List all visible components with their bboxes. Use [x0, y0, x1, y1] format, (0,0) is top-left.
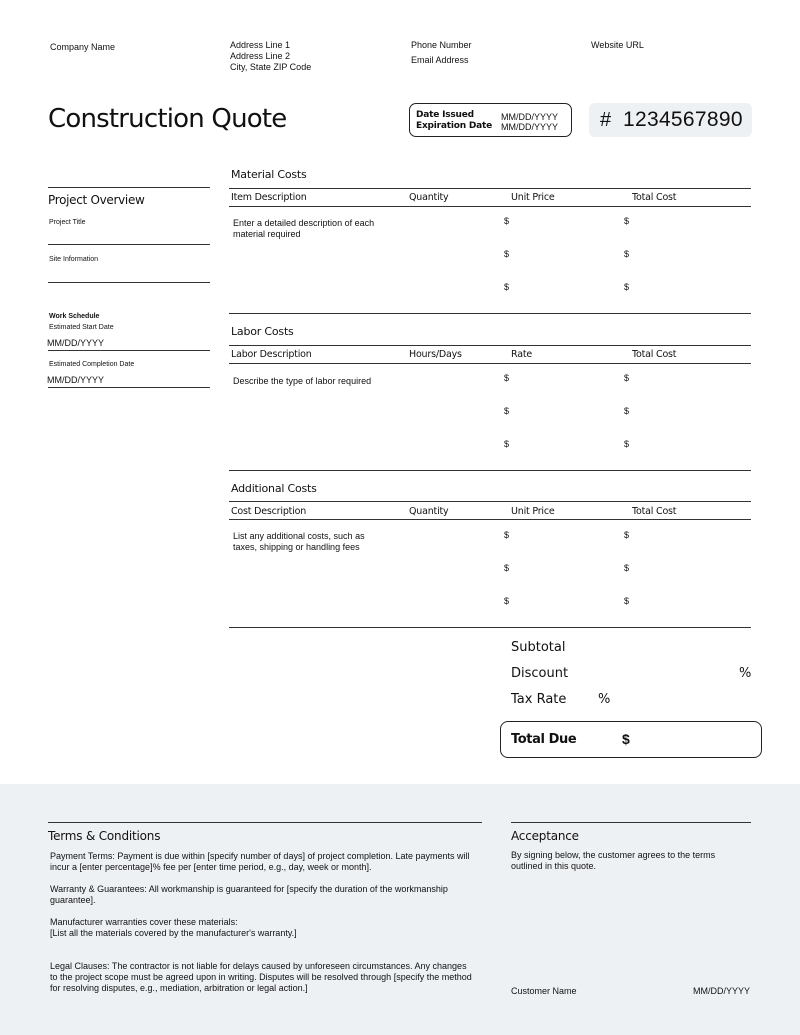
- divider: [229, 188, 751, 189]
- divider: [48, 822, 482, 823]
- quote-number[interactable]: 1234567890: [623, 108, 743, 131]
- tax-rate-label: Tax Rate: [511, 692, 567, 707]
- company-name: Company Name: [50, 42, 116, 52]
- divider: [48, 350, 210, 351]
- additional-col-total-cost: Total Cost: [632, 506, 677, 517]
- legal-clauses: Legal Clauses: The contractor is not liable for delays caused by unforeseen circumstances. Any changes to the project scope must be agreed upon in writing. Disputes will be resolved through [specify the method for resolving disputes, e.g., mediation, arbitration or legal action.]: [50, 961, 472, 993]
- quote-number-box: [589, 103, 752, 137]
- discount-label: Discount: [511, 666, 569, 681]
- divider: [229, 363, 751, 364]
- additional-col-description: Cost Description: [231, 506, 307, 517]
- labor-row-1-total[interactable]: $: [624, 373, 630, 383]
- acceptance-date-field[interactable]: MM/DD/YYYY: [693, 986, 751, 996]
- terms-heading: Terms & Conditions: [48, 829, 161, 843]
- total-due-label: Total Due: [511, 732, 577, 747]
- divider: [511, 822, 751, 823]
- divider: [229, 519, 751, 520]
- divider: [229, 345, 751, 346]
- additional-row-3-total[interactable]: $: [624, 596, 630, 606]
- material-row-3-unit-price[interactable]: $: [504, 282, 510, 292]
- labor-costs-heading: Labor Costs: [231, 325, 294, 338]
- date-box: [409, 103, 572, 137]
- material-col-quantity: Quantity: [409, 192, 449, 203]
- project-title-field[interactable]: [48, 244, 210, 245]
- project-title-label: Project Title: [49, 219, 86, 226]
- material-row-3-total[interactable]: $: [624, 282, 630, 292]
- date-issued-label: Date Issued: [416, 110, 474, 120]
- start-date-value[interactable]: MM/DD/YYYY: [47, 338, 105, 348]
- material-costs-heading: Material Costs: [231, 168, 307, 181]
- additional-row-3-unit-price[interactable]: $: [504, 596, 510, 606]
- start-date-label: Estimated Start Date: [49, 324, 114, 331]
- acceptance-text: By signing below, the customer agrees to the terms outlined in this quote.: [511, 850, 716, 871]
- additional-col-quantity: Quantity: [409, 506, 449, 517]
- additional-row-1-total[interactable]: $: [624, 530, 630, 540]
- page-title: Construction Quote: [48, 104, 287, 134]
- labor-row-2-rate[interactable]: $: [504, 406, 510, 416]
- labor-row-1-rate[interactable]: $: [504, 373, 510, 383]
- payment-terms: Payment Terms: Payment is due within [specify number of days] of project completion. Late payments will incur a [enter percentage]% fee per [enter time period, e.g., day, week or month].: [50, 851, 470, 872]
- labor-col-description: Labor Description: [231, 349, 312, 360]
- address-line-2: Address Line 2: [230, 51, 291, 61]
- subtotal-label: Subtotal: [511, 640, 566, 655]
- divider: [48, 387, 210, 388]
- completion-date-label: Estimated Completion Date: [49, 361, 135, 368]
- discount-percent[interactable]: %: [739, 666, 752, 681]
- material-col-unit-price: Unit Price: [511, 192, 555, 203]
- additional-row-2-total[interactable]: $: [624, 563, 630, 573]
- material-description[interactable]: Enter a detailed description of each material required: [233, 218, 375, 239]
- total-due-box: [500, 721, 762, 758]
- project-overview-heading: Project Overview: [48, 193, 145, 207]
- work-schedule-heading: Work Schedule: [49, 313, 100, 320]
- expiration-date-label: Expiration Date: [416, 121, 493, 131]
- labor-col-total-cost: Total Cost: [632, 349, 677, 360]
- acceptance-heading: Acceptance: [511, 829, 579, 843]
- material-row-1-unit-price[interactable]: $: [504, 216, 510, 226]
- additional-row-2-unit-price[interactable]: $: [504, 563, 510, 573]
- additional-row-1-unit-price[interactable]: $: [504, 530, 510, 540]
- address-line-1: Address Line 1: [230, 40, 291, 50]
- hash-symbol: #: [600, 109, 612, 131]
- additional-col-unit-price: Unit Price: [511, 506, 555, 517]
- manufacturer-warranty: Manufacturer warranties cover these materials: [List all the materials covered by the manufacturer's warranty.]: [50, 917, 297, 938]
- total-due-value[interactable]: $: [622, 731, 630, 747]
- labor-col-rate: Rate: [511, 349, 532, 360]
- date-issued-value[interactable]: MM/DD/YYYY: [501, 112, 559, 122]
- divider: [48, 187, 210, 188]
- additional-description[interactable]: List any additional costs, such as taxes, shipping or handling fees: [233, 531, 365, 552]
- divider: [229, 313, 751, 314]
- material-row-1-total[interactable]: $: [624, 216, 630, 226]
- divider: [229, 206, 751, 207]
- material-row-2-unit-price[interactable]: $: [504, 249, 510, 259]
- phone-number: Phone Number: [411, 40, 472, 50]
- labor-row-3-total[interactable]: $: [624, 439, 630, 449]
- expiration-date-value[interactable]: MM/DD/YYYY: [501, 122, 559, 132]
- divider: [229, 627, 751, 628]
- additional-costs-heading: Additional Costs: [231, 482, 317, 495]
- email-address: Email Address: [411, 55, 469, 65]
- warranty-terms: Warranty & Guarantees: All workmanship is guaranteed for [specify the duration of the workmanship guarantee].: [50, 884, 448, 905]
- tax-rate-percent[interactable]: %: [598, 692, 611, 707]
- divider: [229, 501, 751, 502]
- labor-col-hours-days: Hours/Days: [409, 349, 462, 360]
- site-information-field[interactable]: [48, 282, 210, 283]
- website-url: Website URL: [591, 40, 644, 50]
- material-row-2-total[interactable]: $: [624, 249, 630, 259]
- labor-row-3-rate[interactable]: $: [504, 439, 510, 449]
- material-col-item-description: Item Description: [231, 192, 307, 203]
- labor-description[interactable]: Describe the type of labor required: [233, 376, 372, 386]
- material-col-total-cost: Total Cost: [632, 192, 677, 203]
- completion-date-value[interactable]: MM/DD/YYYY: [47, 375, 105, 385]
- labor-row-2-total[interactable]: $: [624, 406, 630, 416]
- address-line-3: City, State ZIP Code: [230, 62, 312, 72]
- divider: [229, 470, 751, 471]
- customer-name-field[interactable]: Customer Name: [511, 986, 577, 996]
- site-information-label: Site Information: [49, 256, 99, 263]
